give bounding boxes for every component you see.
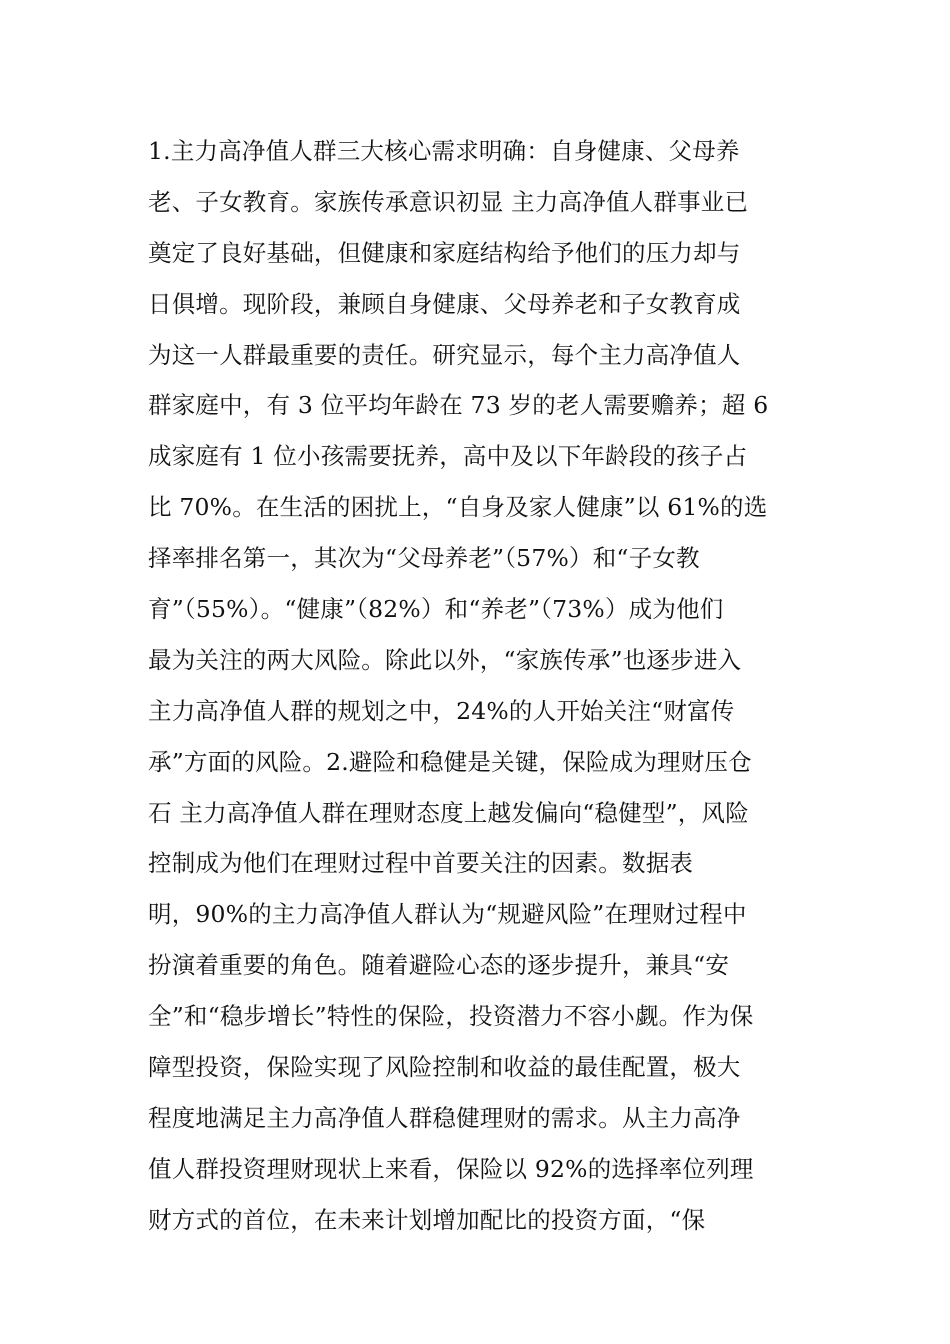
text-line: 石 主力高净值人群在理财态度上越发偏向“稳健型”，风险	[148, 798, 749, 827]
text-line: 奠定了良好基础，但健康和家庭结构给予他们的压力却与	[148, 238, 741, 267]
text-line: 群家庭中，有 3 位平均年龄在 73 岁的老人需要赡养；超 6	[148, 391, 769, 420]
text-line: 比 70%。在生活的困扰上，“自身及家人健康”以 61%的选	[148, 493, 768, 522]
text-line: 育”（55%）。“健康”（82%）和“养老”（73%）成为他们	[148, 595, 724, 624]
text-line: 老、子女教育。家族传承意识初显 主力高净值人群事业已	[148, 187, 749, 216]
text-line: 扮演着重要的角色。随着避险心态的逐步提升，兼具“安	[148, 951, 730, 980]
text-line: 控制成为他们在理财过程中首要关注的因素。数据表	[148, 849, 694, 878]
text-line: 值人群投资理财现状上来看，保险以 92%的选择率位列理	[148, 1154, 754, 1183]
text-line: 为这一人群最重要的责任。研究显示，每个主力高净值人	[148, 340, 741, 369]
text-line: 最为关注的两大风险。除此以外，“家族传承”也逐步进入	[148, 645, 742, 674]
body-text	[148, 129, 808, 1249]
text-line: 障型投资，保险实现了风险控制和收益的最佳配置，极大	[148, 1053, 741, 1082]
text-line: 全”和“稳步增长”特性的保险，投资潜力不容小觑。作为保	[148, 1002, 754, 1031]
text-line: 1.主力高净值人群三大核心需求明确：自身健康、父母养	[148, 137, 740, 165]
text-line: 择率排名第一，其次为“父母养老”（57%）和“子女教	[148, 544, 700, 573]
text-line: 成家庭有 1 位小孩需要抚养，高中及以下年龄段的孩子占	[148, 442, 748, 471]
text-line: 日俱增。现阶段，兼顾自身健康、父母养老和子女教育成	[148, 289, 741, 318]
text-line: 财方式的首位，在未来计划增加配比的投资方面，“保	[148, 1205, 706, 1234]
text-line: 承”方面的风险。2.避险和稳健是关键，保险成为理财压仓	[148, 747, 752, 776]
text-line: 主力高净值人群的规划之中，24%的人开始关注“财富传	[148, 696, 735, 725]
text-line: 明，90%的主力高净值人群认为“规避风险”在理财过程中	[148, 900, 747, 929]
text-line: 程度地满足主力高净值人群稳健理财的需求。从主力高净	[148, 1103, 741, 1132]
